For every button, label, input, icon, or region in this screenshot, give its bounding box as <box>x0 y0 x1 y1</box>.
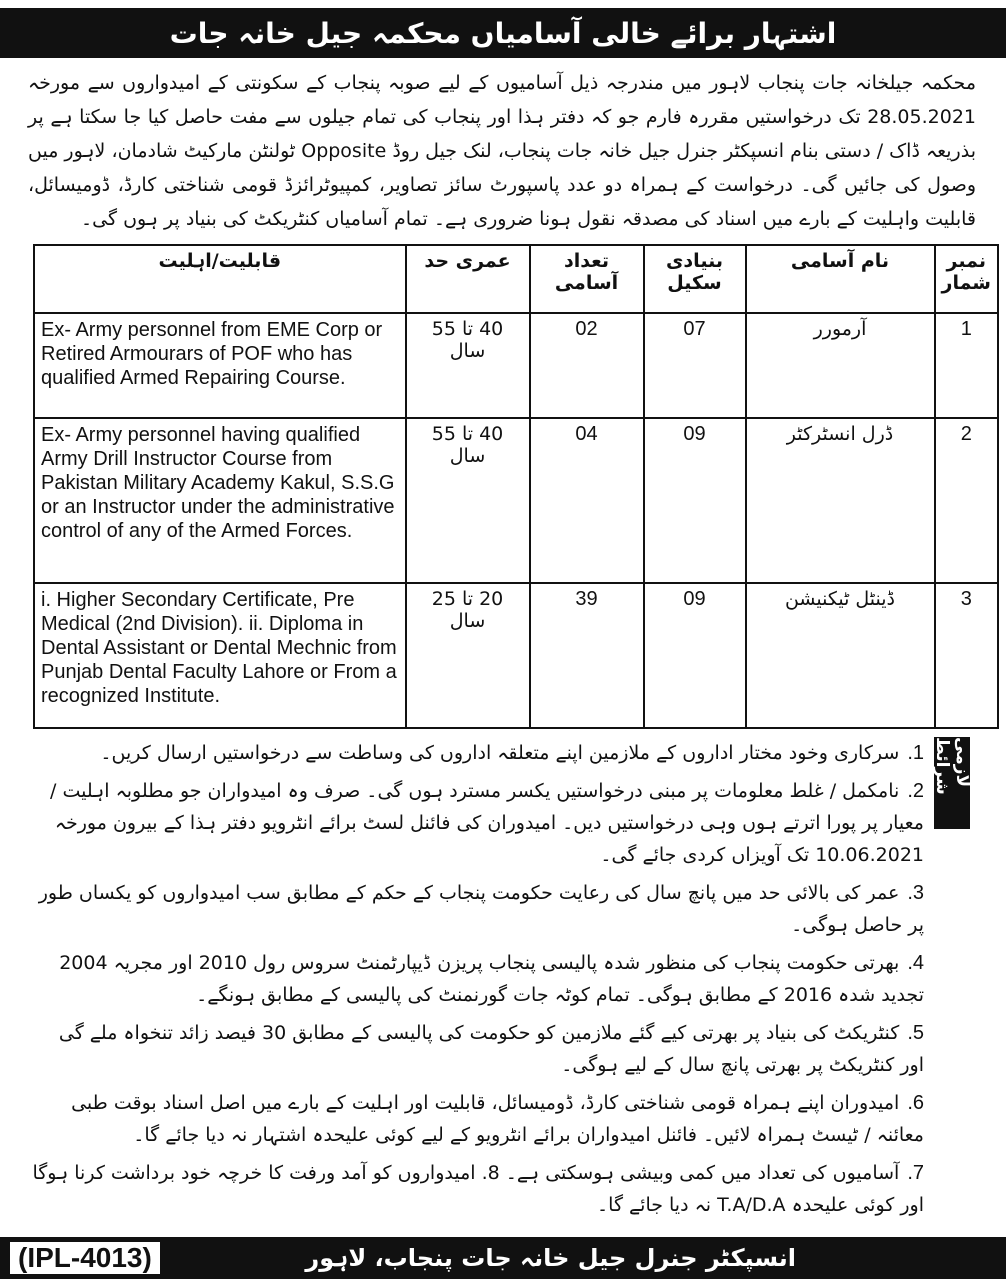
header-post: نام آسامی <box>746 245 935 313</box>
terms-section <box>30 737 976 1227</box>
term-number: 6. <box>907 1092 924 1114</box>
table-row <box>34 313 998 418</box>
header-scale: بنیادی سکیل <box>644 245 746 313</box>
terms-list <box>30 737 924 1221</box>
post-cell: ڈینٹل ٹیکنیشن <box>746 583 935 728</box>
header-qualification: قابلیت/اہلیت <box>34 245 406 313</box>
table-row <box>34 418 998 583</box>
term-item <box>30 1157 924 1221</box>
age-cell: 20 تا 25 سال <box>406 583 530 728</box>
side-label: لازمی شرائط <box>934 737 970 829</box>
term-item <box>30 947 924 1011</box>
term-number: 4. <box>907 952 924 974</box>
term-item <box>30 1017 924 1081</box>
vacancy-table <box>33 244 999 729</box>
term-item <box>30 877 924 941</box>
qualification-cell: Ex- Army personnel from EME Corp or Retired Armourars of POF who has qualified Armed Repairing Course. <box>34 313 406 418</box>
count-cell: 02 <box>530 313 644 418</box>
header-count: تعداد آسامی <box>530 245 644 313</box>
term-item <box>30 775 924 871</box>
header-serial: نمبر شمار <box>935 245 999 313</box>
count-cell: 39 <box>530 583 644 728</box>
serial-cell: 3 <box>935 583 999 728</box>
count-cell: 04 <box>530 418 644 583</box>
signature-office: انسپکٹر جنرل جیل خانہ جات پنجاب، لاہور <box>305 1244 796 1272</box>
term-text: امیدوران اپنے ہمراہ قومی شناختی کارڈ، ڈومیسائل، قابلیت اور اہلیت کے بارے میں اصل اسناد بوقت طبی معائنہ / ٹیسٹ ہمراہ لائیں۔ فائنل امیدواران برائے انٹرویو کے لیے کوئی علیحدہ اشتہار نہ دیا جائے گا۔ <box>71 1092 924 1146</box>
term-text: آسامیوں کی تعداد میں کمی وبیشی ہوسکتی ہے۔ 8. امیدواروں کو آمد ورفت کا خرچہ خود برداشت کرنا ہوگا اور کوئی علیحدہ T.A/D.A نہ دیا جائے گا۔ <box>32 1162 924 1216</box>
term-number: 5. <box>907 1022 924 1044</box>
term-number: 2. <box>907 780 924 802</box>
term-text: عمر کی بالائی حد میں پانچ سال کی رعایت حکومت پنجاب کے حکم کے مطابق سب امیدواروں کو یکساں طور پر حاصل ہوگی۔ <box>38 882 924 936</box>
post-cell: آرمورر <box>746 313 935 418</box>
term-item <box>30 737 924 769</box>
serial-cell: 1 <box>935 313 999 418</box>
scale-cell: 09 <box>644 583 746 728</box>
footer <box>0 1237 1006 1279</box>
ad-code: (IPL-4013) <box>10 1242 160 1274</box>
intro-paragraph: محکمہ جیلخانہ جات پنجاب لاہور میں مندرجہ ذیل آسامیوں کے لیے صوبہ پنجاب کے سکونتی کے امیدواروں سے مورخہ 28.05.2021 تک درخواستیں مقررہ فارم جو کہ دفتر ہذا اور پنجاب کی تمام جیلوں سے مفت حاصل کیا جا سکتا ہے پر بذریعہ ڈاک / دستی بنام انسپکٹر جنرل جیل خانہ جات پنجاب، لنک جیل روڈ Opposite ٹولنٹن مارکیٹ شادمان، لاہور میں وصول کی جائیں گی۔ درخواست کے ہمراہ دو عدد پاسپورٹ سائز تصاویر، کمپیوٹرائزڈ قومی شناختی کارڈ، ڈومیسائل، قابلیت واہلیت کے بارے میں اسناد کی مصدقہ نقول ہونا ضروری ہے۔ تمام آسامیاں کنٹریکٹ کی بنیاد پر ہوں گی۔ <box>28 72 976 230</box>
term-number: 1. <box>907 742 924 764</box>
term-number: 3. <box>907 882 924 904</box>
term-number: 7. <box>907 1162 924 1184</box>
ad-title: اشتہار برائے خالی آسامیاں محکمہ جیل خانہ جات <box>0 8 1006 58</box>
term-item <box>30 1087 924 1151</box>
term-text: سرکاری وخود مختار اداروں کے ملازمین اپنے متعلقہ اداروں کی وساطت سے درخواستیں ارسال کریں۔ <box>100 742 900 764</box>
term-text: کنٹریکٹ کی بنیاد پر بھرتی کیے گئے ملازمین کو حکومت کی پالیسی کے مطابق 30 فیصد زائد تنخواہ ملے گی اور کنٹریکٹ پر بھرتی پانچ سال کے لیے ہوگی۔ <box>58 1022 924 1076</box>
scale-cell: 07 <box>644 313 746 418</box>
table-row <box>34 583 998 728</box>
qualification-cell: Ex- Army personnel having qualified Army Drill Instructor Course from Pakistan Military Academy Kakul, S.S.G or an Instructor under the administrative control of any of the Armed Forces. <box>34 418 406 583</box>
term-text: نامکمل / غلط معلومات پر مبنی درخواستیں یکسر مسترد ہوں گی۔ صرف وہ امیدواران جو مطلوبہ اہلیت / معیار پر پورا اترتے ہوں وہی درخواستیں دیں۔ امیدوران کی فائنل لسٹ برائے انٹرویو دفتر ہذا کے بیرون مورخہ 10.06.2021 تک آویزاں کردی جائے گی۔ <box>50 780 924 866</box>
post-cell: ڈرل انسٹرکٹر <box>746 418 935 583</box>
header-age: عمری حد <box>406 245 530 313</box>
qualification-cell: i. Higher Secondary Certificate, Pre Medical (2nd Division). ii. Diploma in Dental Assistant or Dental Mechnic from Punjab Dental Faculty Lahore or From a recognized Institute. <box>34 583 406 728</box>
age-cell: 40 تا 55 سال <box>406 313 530 418</box>
term-text: بھرتی حکومت پنجاب کی منظور شدہ پالیسی پنجاب پریزن ڈیپارٹمنٹ سروس رول 2010 اور مجریہ 2004 تجدید شدہ 2016 کے مطابق ہوگی۔ تمام کوٹہ جات گورنمنٹ کی پالیسی کے مطابق ہونگے۔ <box>59 952 924 1006</box>
scale-cell: 09 <box>644 418 746 583</box>
age-cell: 40 تا 55 سال <box>406 418 530 583</box>
serial-cell: 2 <box>935 418 999 583</box>
